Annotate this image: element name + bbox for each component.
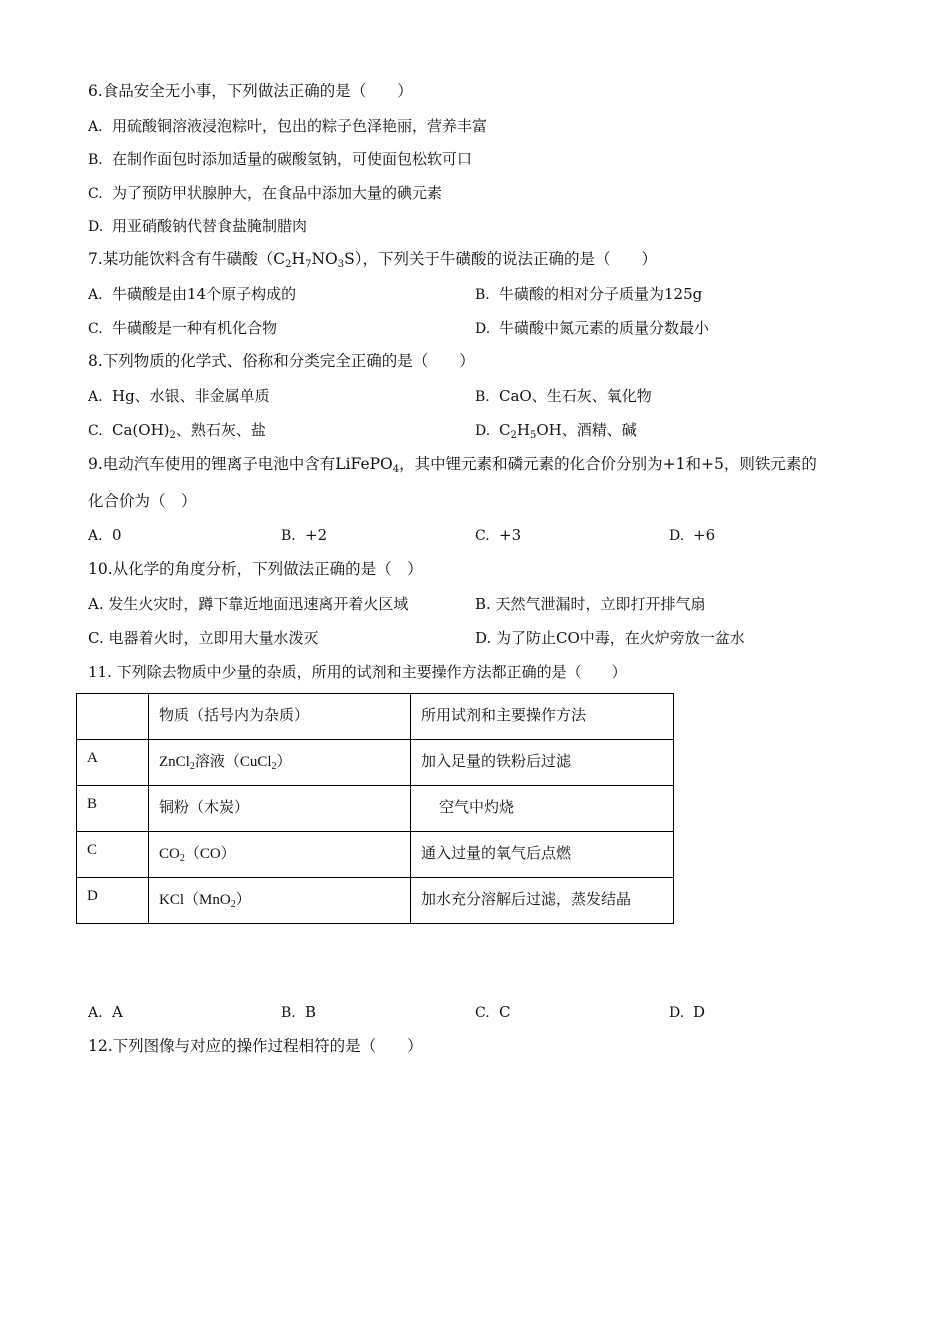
option-label: C. [88, 321, 103, 337]
stem-text: ，其中锂元素和磷元素的化合价分别为+1和+5，则铁元素的 [399, 455, 817, 473]
option-label: D. [88, 219, 104, 235]
cell-text: KCl（MnO [159, 892, 231, 908]
q7-option-b[interactable] [475, 284, 702, 305]
cell-text: （CO） [184, 846, 236, 862]
option-text: 牛磺酸中氮元素的质量分数最小 [499, 319, 710, 337]
stem-text: S） [344, 250, 363, 268]
q7-option-c[interactable] [88, 318, 277, 339]
option-text: C [499, 421, 511, 439]
option-text: +2 [305, 526, 328, 544]
cell-text: CO [159, 846, 180, 862]
subscript: 2 [179, 853, 185, 864]
table-cell-method [411, 786, 674, 832]
q11-option-c[interactable] [475, 1002, 510, 1023]
q10-option-c[interactable]: C. 电器着火时，立即用大量水泼灭 [88, 629, 319, 647]
option-text: 、熟石灰、盐 [175, 421, 266, 439]
option-text: A [112, 1003, 123, 1021]
subscript: 2 [285, 259, 292, 270]
option-label: C. [88, 423, 103, 439]
q6-option-b[interactable] [88, 149, 472, 170]
option-text: C [499, 1003, 511, 1021]
cell-text: ZnCl [159, 754, 190, 770]
question-6-stem: 6.食品安全无小事，下列做法正确的是（ ） [88, 82, 413, 100]
q8-option-a[interactable] [88, 386, 270, 407]
option-label: C. [88, 186, 103, 202]
option-text: Hg、水银、非金属单质 [112, 387, 270, 405]
q10-option-d[interactable]: D. 为了防止CO中毒，在火炉旁放一盆水 [475, 629, 745, 647]
cell-text: 溶液（CuCl [194, 754, 272, 770]
option-text: 牛磺酸的相对分子质量为125g [499, 285, 703, 303]
option-text: 用亚硝酸钠代替食盐腌制腊肉 [112, 217, 308, 235]
option-text: 牛磺酸是一种有机化合物 [112, 319, 278, 337]
q10-option-a[interactable]: A. 发生火灾时，蹲下靠近地面迅速离开着火区域 [88, 595, 409, 613]
stem-text: ，下列关于牛磺酸的说法正确的是（ ） [362, 250, 657, 268]
table-header-row [77, 694, 674, 740]
q9-option-c[interactable] [475, 525, 521, 546]
stem-text: 7.某功能饮料含有牛磺酸（C [88, 250, 286, 268]
option-label: B. [281, 1005, 296, 1021]
option-text: B [305, 1003, 317, 1021]
option-label: B. [475, 389, 490, 405]
option-text: H [516, 421, 530, 439]
table-cell-key: D [77, 878, 149, 924]
subscript: 3 [337, 259, 345, 270]
q10-option-b[interactable]: B. 天然气泄漏时，立即打开排气扇 [475, 595, 706, 613]
option-label: D. [475, 321, 491, 337]
q11-option-a[interactable] [88, 1002, 123, 1023]
option-text: 0 [112, 526, 122, 544]
subscript: 5 [529, 430, 537, 441]
impurity-table [76, 693, 674, 924]
table-cell-substance [149, 878, 411, 924]
question-9-stem-line2: 化合价为（ ） [88, 492, 197, 510]
option-label: D. [669, 1005, 685, 1021]
q9-option-a[interactable] [88, 525, 122, 546]
option-text: 用硫酸铜溶液浸泡粽叶，包出的粽子色泽艳丽，营养丰富 [112, 117, 488, 135]
q9-option-b[interactable] [281, 525, 327, 546]
option-text: OH、酒精、碱 [536, 421, 637, 439]
table-cell-key: A [77, 740, 149, 786]
q7-option-d[interactable] [475, 318, 709, 339]
option-text: D [693, 1003, 706, 1021]
table-cell-method: 通入过量的氧气后点燃 [411, 832, 674, 878]
stem-text: H [291, 250, 306, 268]
subscript: 2 [189, 761, 195, 772]
table-cell-key: B [77, 786, 149, 832]
subscript: 2 [271, 761, 277, 772]
option-label: C. [475, 1005, 490, 1021]
subscript: 2 [169, 430, 176, 441]
option-text: +6 [693, 526, 716, 544]
option-text: 在制作面包时添加适量的碳酸氢钠，可使面包松软可口 [112, 150, 473, 168]
table-header-cell: 物质（括号内为杂质） [149, 694, 411, 740]
question-7-stem [88, 249, 657, 275]
option-label: A. [88, 389, 103, 405]
q11-option-b[interactable] [281, 1002, 316, 1023]
option-text: 牛磺酸是由14个原子构成的 [112, 285, 297, 303]
question-11-stem: 11. 下列除去物质中少量的杂质，所用的试剂和主要操作方法都正确的是（ ） [88, 663, 627, 681]
q7-option-a[interactable] [88, 284, 296, 305]
question-10-stem: 10.从化学的角度分析，下列做法正确的是（ ） [88, 560, 423, 578]
table-cell-key: C [77, 832, 149, 878]
option-label: A. [88, 119, 103, 135]
table-row [77, 786, 674, 832]
table-cell-substance: 铜粉（木炭） [149, 786, 411, 832]
table-cell-substance [149, 832, 411, 878]
q6-option-c[interactable] [88, 183, 442, 204]
table-header-cell [77, 694, 149, 740]
subscript: 4 [392, 464, 400, 475]
question-12-stem: 12.下列图像与对应的操作过程相符的是（ ） [88, 1037, 423, 1055]
table-row [77, 878, 674, 924]
table-cell-method: 加水充分溶解后过滤，蒸发结晶 [411, 878, 674, 924]
option-label: A. [88, 528, 103, 544]
option-label: B. [88, 152, 103, 168]
table-header-cell: 所用试剂和主要操作方法 [411, 694, 674, 740]
question-8-stem: 8.下列物质的化学式、俗称和分类完全正确的是（ ） [88, 352, 475, 370]
option-text: 为了预防甲状腺肿大，在食品中添加大量的碘元素 [112, 184, 443, 202]
q9-option-d[interactable] [669, 525, 715, 546]
option-label: D. [669, 528, 685, 544]
table-row [77, 740, 674, 786]
q11-option-d[interactable] [669, 1002, 705, 1023]
question-9-stem [88, 454, 817, 480]
q8-option-d[interactable] [475, 420, 637, 446]
table-cell-substance [149, 740, 411, 786]
cell-text: ） [276, 754, 292, 770]
option-label: C. [475, 528, 490, 544]
cell-text: 空气中灼烧 [439, 800, 515, 816]
table-row [77, 832, 674, 878]
stem-text: 9.电动汽车使用的锂离子电池中含有LiFePO [88, 455, 393, 473]
q6-option-d[interactable] [88, 216, 307, 237]
option-text: Ca(OH) [112, 421, 170, 439]
option-text: CaO、生石灰、氧化物 [499, 387, 652, 405]
q6-option-a[interactable] [88, 116, 487, 137]
option-label: B. [281, 528, 296, 544]
option-label: A. [88, 1005, 103, 1021]
stem-text: NO [311, 250, 338, 268]
q8-option-b[interactable] [475, 386, 652, 407]
q8-option-c[interactable] [88, 420, 266, 446]
option-text: +3 [499, 526, 522, 544]
cell-text: ） [235, 892, 251, 908]
subscript: 2 [230, 899, 236, 910]
option-label: B. [475, 287, 490, 303]
subscript: 2 [510, 430, 517, 441]
subscript: 7 [305, 259, 312, 270]
option-label: D. [475, 423, 491, 439]
option-label: A. [88, 287, 103, 303]
table-cell-method: 加入足量的铁粉后过滤 [411, 740, 674, 786]
